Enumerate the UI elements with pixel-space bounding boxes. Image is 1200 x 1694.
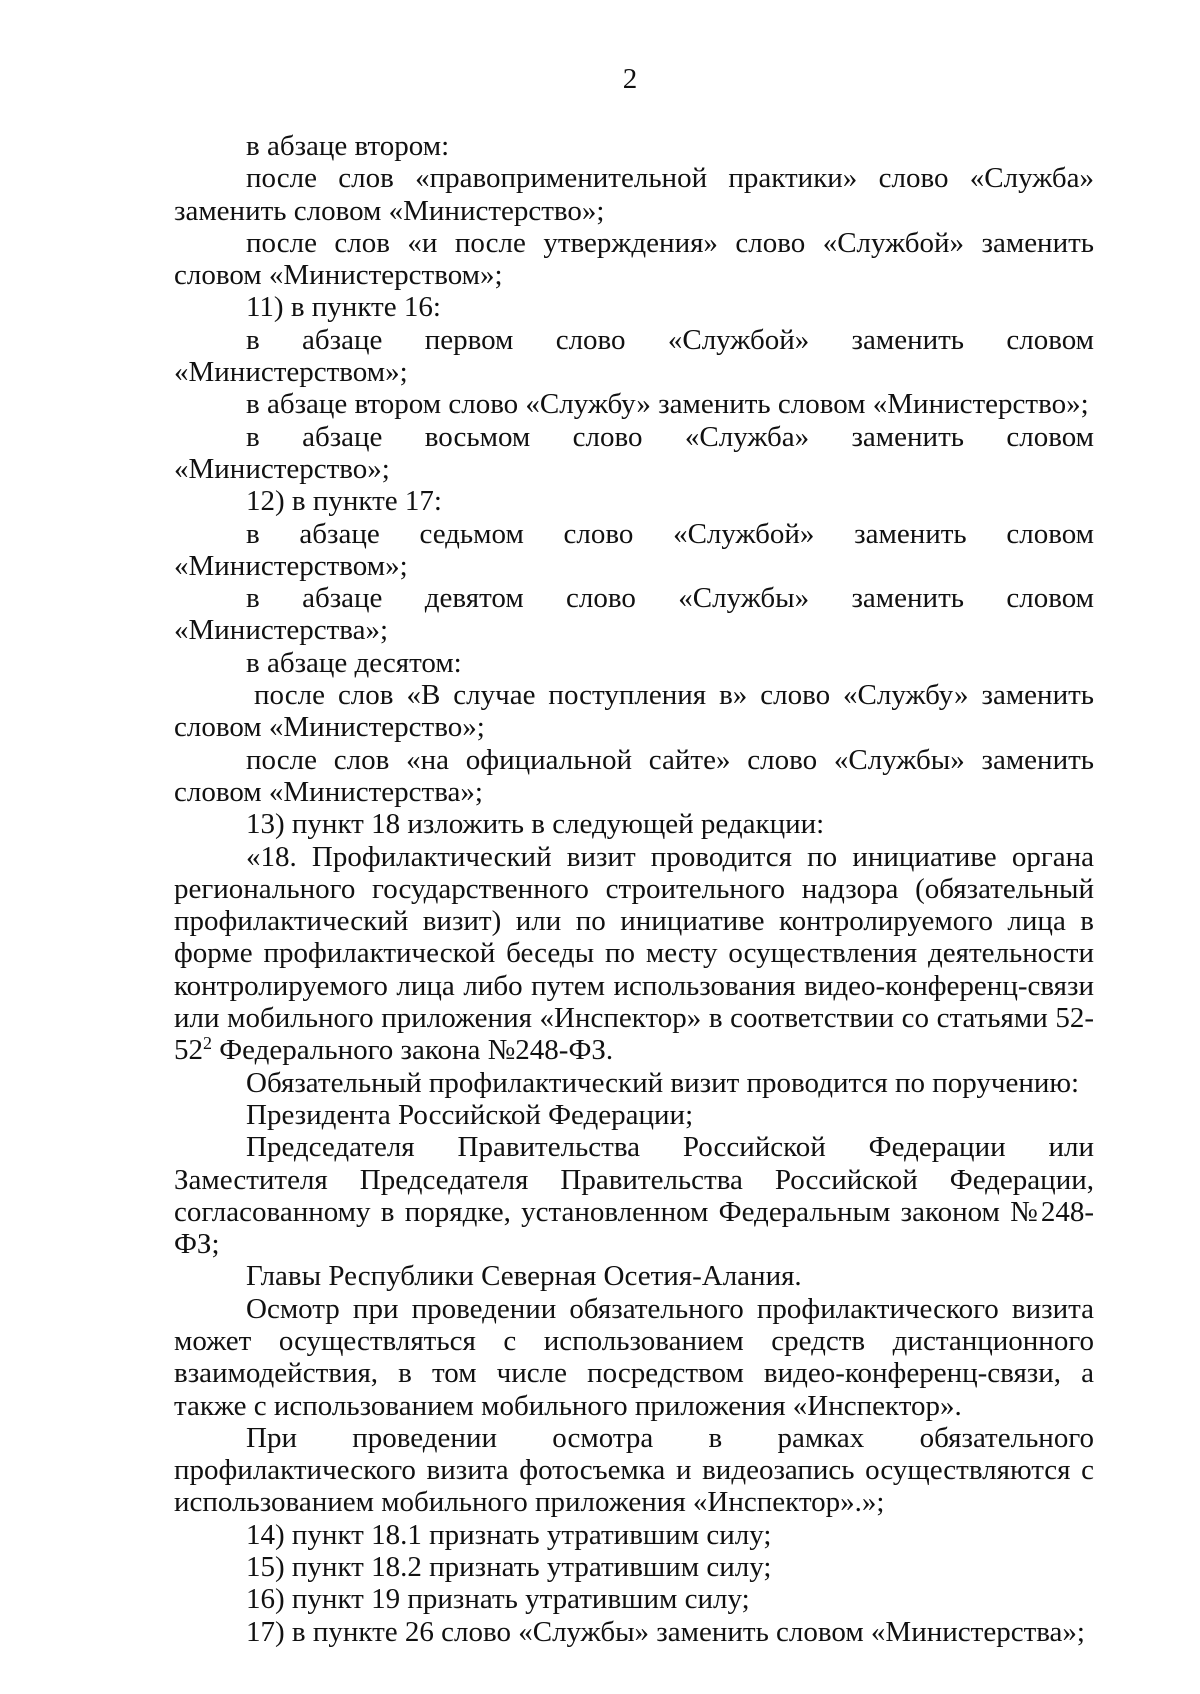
paragraph: в абзаце седьмом слово «Службой» заменить словом «Министерством»; [174,517,1094,582]
paragraph: 15) пункт 18.2 признать утратившим силу; [246,1551,772,1584]
page-number: 2 [622,63,638,95]
quoted-paragraph-18 [174,841,1094,1067]
paragraph: после слов «В случае поступления в» слово «Службу» заменить словом «Министерство»; [174,679,1094,744]
superscript: 2 [203,1033,212,1054]
paragraph-tail-text: Федерального закона №248-ФЗ. [212,1034,614,1067]
paragraph: При проведении осмотра в рамках обязательного профилактического визита фотосъемка и видеозапись осуществляются с использованием мобильного приложения «Инспектор».»; [174,1421,1094,1519]
paragraph: в абзаце первом слово «Службой» заменить словом «Министерством»; [174,323,1094,389]
paragraph: после слов «на официальной сайте» слово «Службы» заменить словом «Министерства»; [174,743,1094,808]
paragraph: в абзаце восьмом слово «Служба» заменить словом «Министерство»; [174,420,1094,485]
paragraph: 12) в пункте 17: [246,485,442,518]
paragraph: 17) в пункте 26 слово «Службы» заменить словом «Министерства»; [246,1615,1085,1648]
paragraph-main-text: «18. Профилактический визит проводится по инициативе органа регионального государственного строительного надзора (обязательный профилактический визит) или по инициативе контролируемого лица в форме профилактической беседы по месту осуществления деятельности контролируемого лица либо путем использования видео-конференц-связи или мобильного приложения «Инспектор» в соответствии со статьями 52-52 [174,840,1094,1067]
paragraph: в абзаце десятом: [246,646,462,679]
paragraph: 16) пункт 19 признать утратившим силу; [246,1583,750,1616]
document-body [174,130,1094,1648]
paragraph: Председателя Правительства Российской Федерации или Заместителя Председателя Правительства Российской Федерации, согласованному в порядке, установленном Федеральным законом №248-ФЗ; [174,1131,1094,1261]
paragraph: 11) в пункте 16: [246,291,441,324]
paragraph: после слов «и после утверждения» слово «Службой» заменить словом «Министерством»; [174,226,1094,292]
paragraph: Осмотр при проведении обязательного профилактического визита может осуществляться с использованием средств дистанционного взаимодействия, в том числе посредством видео-конференц-связи, а также с использованием мобильного приложения «Инспектор». [174,1292,1094,1422]
paragraph: 14) пункт 18.1 признать утратившим силу; [246,1518,772,1551]
paragraph: в абзаце втором: [246,130,450,162]
paragraph: после слов «правоприменительной практики» слово «Служба» заменить словом «Министерство»; [174,162,1094,227]
paragraph: в абзаце втором слово «Службу» заменить словом «Министерство»; [246,388,1089,421]
paragraph: Президента Российской Федерации; [246,1098,694,1131]
paragraph: 13) пункт 18 изложить в следующей редакции: [246,808,825,841]
paragraph: Главы Республики Северная Осетия-Алания. [246,1260,802,1293]
paragraph: Обязательный профилактический визит проводится по поручению: [246,1066,1080,1099]
paragraph: в абзаце девятом слово «Службы» заменить словом «Министерства»; [174,582,1094,647]
